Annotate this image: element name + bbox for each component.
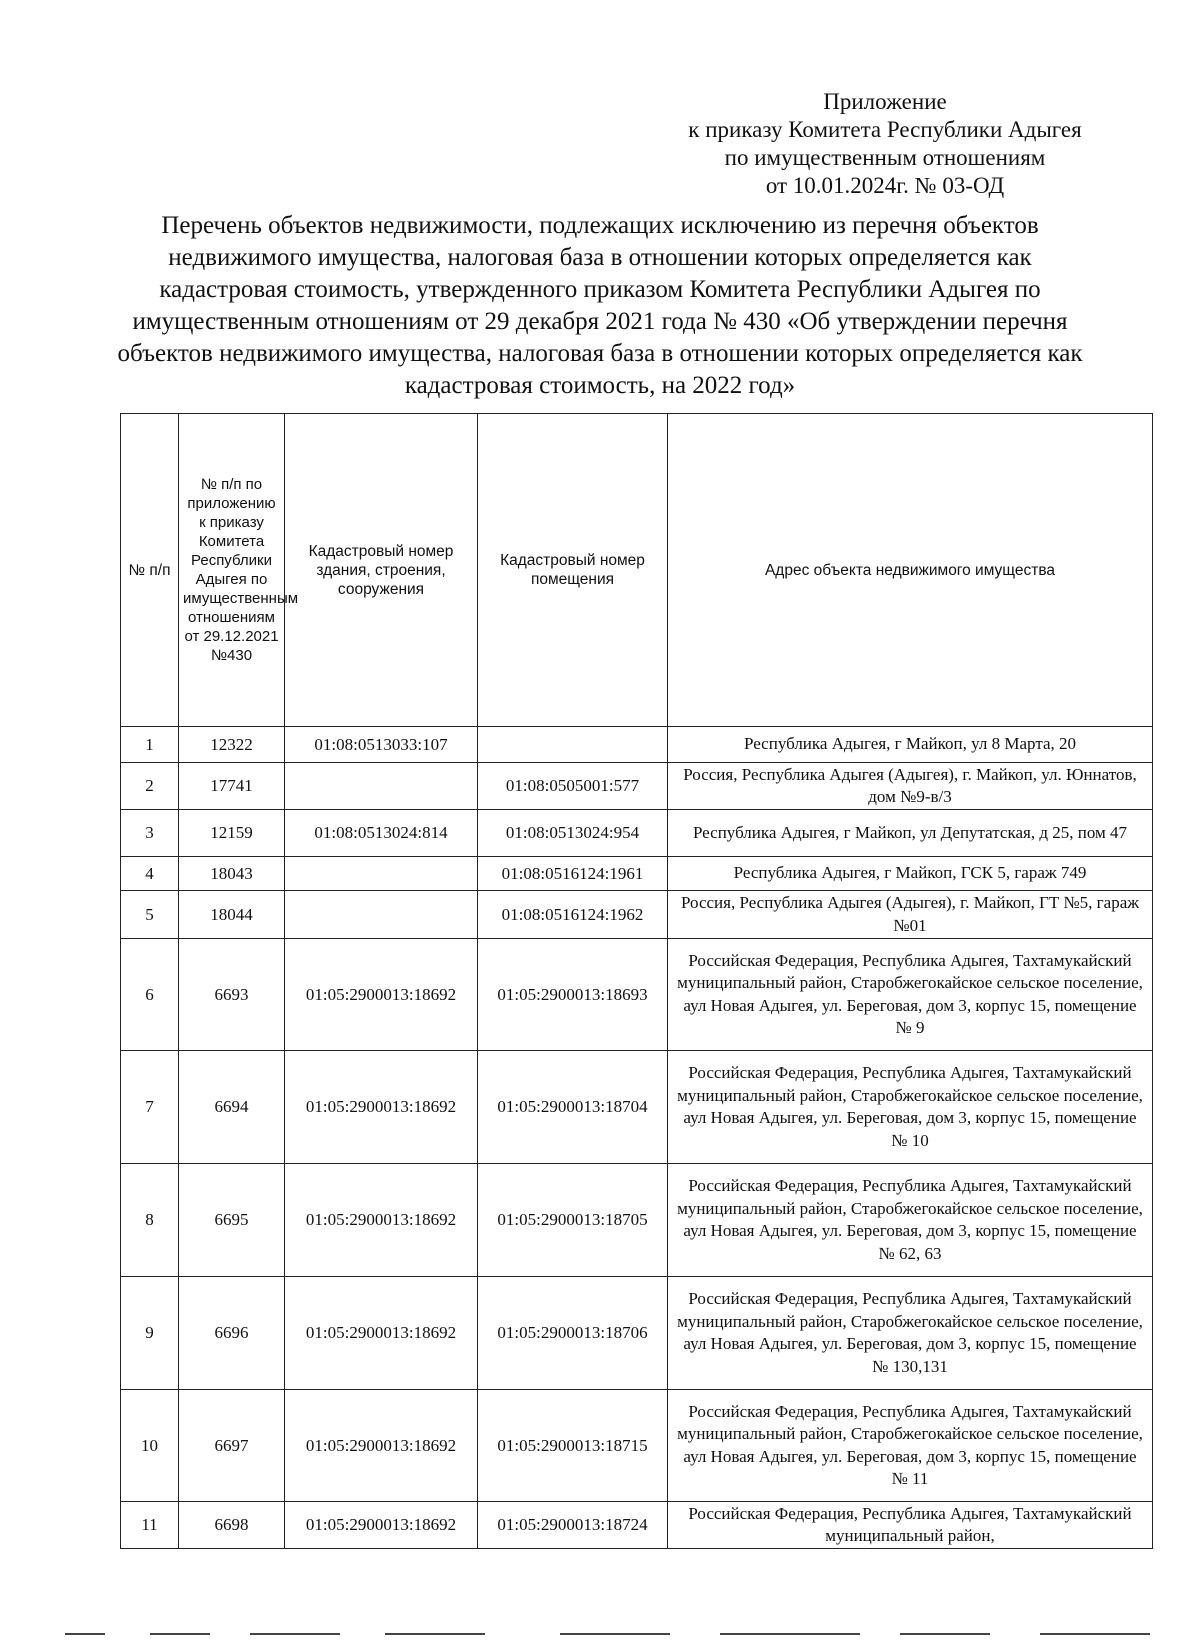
header-building-cadastral: Кадастровый номер здания, строения, сооружения [285,414,478,727]
cell-ref: 6695 [179,1164,285,1277]
title-line: кадастровая стоимость, на 2022 год» [404,372,796,399]
title-line: Перечень объектов недвижимости, подлежащих исключению из перечня объектов [161,212,1039,239]
cell-num: 6 [121,939,179,1051]
scan-artifact-line [720,1633,860,1635]
cell-num: 11 [121,1502,179,1549]
appendix-date-line: от 10.01.2024г. № 03-ОД [765,173,1005,198]
cell-num: 4 [121,857,179,891]
objects-table [120,413,1153,1549]
cell-address: Российская Федерация, Республика Адыгея, Тахтамукайский муниципальный район, Старобжегокайское сельское поселение, аул Новая Адыгея, ул. Береговая, дом 3, корпус 15, помещение № 130,131 [668,1277,1153,1390]
scan-artifact-line [150,1633,210,1635]
cell-building: 01:05:2900013:18692 [285,1051,478,1164]
cell-ref: 18044 [179,891,285,939]
title-line: объектов недвижимого имущества, налоговая база в отношении которых определяется как [117,340,1083,367]
scan-artifact-line [385,1633,485,1635]
title-line: недвижимого имущества, налоговая база в отношении которых определяется как [168,244,1032,271]
cell-num: 1 [121,727,179,763]
table-row [121,857,1153,891]
cell-num: 2 [121,763,179,810]
title-line: имущественным отношениям от 29 декабря 2021 года № 430 «Об утверждении перечня [132,308,1068,335]
cell-building: 01:05:2900013:18692 [285,1390,478,1502]
cell-num: 3 [121,810,179,857]
header-num: № п/п [121,414,179,727]
cell-ref: 12159 [179,810,285,857]
cell-num: 8 [121,1164,179,1277]
cell-address: Российская Федерация, Республика Адыгея, Тахтамукайский муниципальный район, Старобжегокайское сельское поселение, аул Новая Адыгея, ул. Береговая, дом 3, корпус 15, помещение № 62, 63 [668,1164,1153,1277]
header-room-cadastral: Кадастровый номер помещения [478,414,668,727]
cell-address: Российская Федерация, Республика Адыгея, Тахтамукайский муниципальный район, Старобжегокайское сельское поселение, аул Новая Адыгея, ул. Береговая, дом 3, корпус 15, помещение № 10 [668,1051,1153,1164]
cell-room: 01:05:2900013:18706 [478,1277,668,1390]
cell-address: Российская Федерация, Республика Адыгея, Тахтамукайский муниципальный район, Старобжегокайское сельское поселение, аул Новая Адыгея, ул. Береговая, дом 3, корпус 15, помещение № 9 [668,939,1153,1051]
cell-building: 01:05:2900013:18692 [285,1277,478,1390]
cell-room: 01:08:0513024:954 [478,810,668,857]
cell-ref: 6697 [179,1390,285,1502]
cell-num: 10 [121,1390,179,1502]
cell-room: 01:08:0516124:1961 [478,857,668,891]
cell-num: 5 [121,891,179,939]
cell-room: 01:05:2900013:18693 [478,939,668,1051]
cell-room [478,727,668,763]
cell-ref: 18043 [179,857,285,891]
cell-room: 01:05:2900013:18715 [478,1390,668,1502]
cell-address: Республика Адыгея, г Майкоп, ул 8 Марта, 20 [668,727,1153,763]
cell-ref: 6698 [179,1502,285,1549]
cell-building [285,857,478,891]
scan-artifact-line [250,1633,340,1635]
title-line: кадастровая стоимость, утвержденного приказом Комитета Республики Адыгея по [159,276,1041,303]
table-row [121,763,1153,810]
cell-address: Россия, Республика Адыгея (Адыгея), г. Майкоп, ул. Юннатов, дом №9-в/3 [668,763,1153,810]
cell-building: 01:08:0513024:814 [285,810,478,857]
cell-building [285,763,478,810]
cell-address: Российская Федерация, Республика Адыгея, Тахтамукайский муниципальный район, [668,1502,1153,1549]
document-title [60,210,1140,402]
cell-num: 9 [121,1277,179,1390]
cell-room: 01:05:2900013:18705 [478,1164,668,1277]
cell-building: 01:05:2900013:18692 [285,1502,478,1549]
scan-artifact-line [900,1633,990,1635]
table-row [121,939,1153,1051]
cell-room: 01:08:0516124:1962 [478,891,668,939]
appendix-committee-line: по имущественным отношениям [724,145,1046,170]
scan-artifact-line [1040,1633,1150,1635]
appendix-order-line: к приказу Комитета Республики Адыгея [688,117,1082,142]
table-row [121,727,1153,763]
appendix-block [650,88,1120,200]
cell-building: 01:08:0513033:107 [285,727,478,763]
cell-address: Российская Федерация, Республика Адыгея, Тахтамукайский муниципальный район, Старобжегокайское сельское поселение, аул Новая Адыгея, ул. Береговая, дом 3, корпус 15, помещение № 11 [668,1390,1153,1502]
cell-address: Республика Адыгея, г Майкоп, ул Депутатская, д 25, пом 47 [668,810,1153,857]
table-row [121,810,1153,857]
cell-address: Республика Адыгея, г Майкоп, ГСК 5, гараж 749 [668,857,1153,891]
table-row [121,1390,1153,1502]
cell-ref: 12322 [179,727,285,763]
table-header-row [121,414,1153,727]
cell-room: 01:05:2900013:18704 [478,1051,668,1164]
cell-room: 01:08:0505001:577 [478,763,668,810]
table-row [121,1502,1153,1549]
cell-building: 01:05:2900013:18692 [285,939,478,1051]
table-row [121,1164,1153,1277]
scan-artifact-line [560,1633,670,1635]
cell-ref: 6694 [179,1051,285,1164]
table-row [121,891,1153,939]
header-ref: № п/п по приложению к приказу Комитета Республики Адыгея по имущественным отношениям от 29.12.2021 №430 [179,414,285,727]
cell-building: 01:05:2900013:18692 [285,1164,478,1277]
cell-address: Россия, Республика Адыгея (Адыгея), г. Майкоп, ГТ №5, гараж №01 [668,891,1153,939]
cell-ref: 6693 [179,939,285,1051]
cell-building [285,891,478,939]
cell-room: 01:05:2900013:18724 [478,1502,668,1549]
cell-ref: 17741 [179,763,285,810]
cell-ref: 6696 [179,1277,285,1390]
scan-artifact-line [65,1633,105,1635]
cell-num: 7 [121,1051,179,1164]
table-row [121,1277,1153,1390]
header-address: Адрес объекта недвижимого имущества [668,414,1153,727]
appendix-title: Приложение [823,89,947,114]
table-row [121,1051,1153,1164]
